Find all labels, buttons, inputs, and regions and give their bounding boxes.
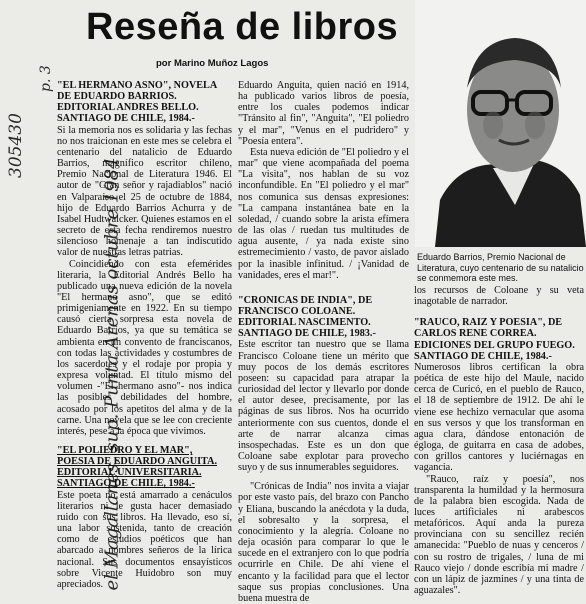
column-3: [414, 285, 584, 596]
portrait-illustration: [415, 0, 586, 247]
review-heading-el-hermano-asno: "EL HERMANO ASNO", NOVELA DE EDUARDO BARRIOS. EDITORIAL ANDRES BELLO. SANTIAGO DE CHILE, 1984.-: [57, 80, 217, 125]
paragraph: Si la memoria nos es solidaria y las fechas no nos traicionan en este mes se celebra el centenario del natalicio de Eduardo Barrios, magnífico escritor chileno, Premio Nacional de Literatura 1946. El autor de "Gran señor y rajadiablos" nació en Valparaíso el 25 de octubre de 1884, hijo de Eduardo Barrios Achurra y de Isabel Hudtwalcker. Quienes estamos en el secreto de esta fecha rendiremos nuestro silencioso homenaje a tan indiscutido valor de nuestras letras patrias.: [57, 124, 232, 259]
review-heading-el-poliedro: "EL POLIEDRO Y EL MAR", POESIA DE EDUARDO ANGUITA. EDITORIAL UNIVERSITARIA. SANTIAGO DE CHILE, 1984.-: [57, 445, 218, 490]
photo-caption: Eduardo Barrios, Premio Nacional de Literatura, cuyo centenario de su natalicio se conmemora este mes.: [417, 252, 584, 283]
column-1: [57, 80, 232, 590]
paragraph: Numerosos libros certifican la obra poética de este hijo del Maule, nacido cerca de Curicó, en el pueblo de Rauco, el 18 de septiembre de 1912. De ahí le viene ese hechizo vernacular que asoma en sus versos y que los transforman en agua clara, dándose entonación de égloga, de guitarra en casa de adobes, con grillos cantores y luciérnagas en vagancia.: [414, 361, 584, 474]
byline: por Marino Muñoz Lagos: [156, 58, 269, 69]
author-portrait-photo: [415, 0, 586, 247]
paragraph: "Crónicas de India" nos invita a viajar por este vasto país, del brazo con Pancho y Eliana, buscando la anécdota y la duda, el sobresalto y la sorpresa, el conocimiento y la alegría. Coloane no deja ocasión para comparar lo que le sucede en el extranjero con lo que podría ocurrirle en Chile. De ahí viene el encanto y la facilidad para que el lector saque sus propias conclusiones. Una buena muestra de: [238, 481, 409, 604]
review-heading-rauco: "RAUCO, RAIZ Y POESIA", DE CARLOS RENE CORREA. EDICIONES DEL GRUPO FUEGO. SANTIAGO DE CHILE, 1984.-: [414, 317, 575, 362]
paragraph: Eduardo Anguita, quien nació en 1914, ha publicado varios libros de poesía, entre los cuales podemos indicar "Tránsito al fin", "Anguita", "El poliedro y el mar", "Venus en el pudridero" y "Poesía entera".: [238, 80, 409, 147]
handwritten-margin-note: el Magallanes, sup. Punta Arenas octubre 1984: [101, 157, 123, 591]
review-heading-cronicas-de-india: "CRONICAS DE INDIA", DE FRANCISCO COLOANE. EDITORIAL NASCIMENTO. SANTIAGO DE CHILE, 1983.-: [238, 294, 376, 340]
handwritten-ref-code: 305430: [6, 113, 26, 178]
paragraph: Este poeta no está amarrado a cenáculos literarios ni le gusta hacer demasiado ruido con sus libros. Ha llevado, eso sí, una labor sostenida, tanto de creación como de estudios poéticos que han abarcado a nombres señeros de la lírica nacional. Sus documentos ensayísticos sobre Vicente Huidobro son muy apreciados.: [57, 489, 232, 590]
paragraph: Esta nueva edición de "El poliedro y el mar" que viene acompañada del poema "La visita", nos hablan de su voz inconfundible. En "El poliedro y el mar" nos comunica sus densas expresiones: "La campana instantánea bate en la soledad, / cuando sobre la arista efímera de las olas / ruedan tus multitudes de agua ausente, / ya nada existe sino estremecimiento / vasto, de pavor aislado por la inasible infinitud. / ¡Vanidad de vanidades, eres el mar!".: [238, 146, 409, 281]
handwritten-page-num: p. 3: [38, 65, 54, 92]
paragraph: Coincidiendo con esta efemérides literaria, la Editorial Andrés Bello ha publicado una nueva edición de la novela "El hermano asno", que se editó primigeniamente en 1922. En su tiempo causó cierta sorpresa esta novela de Eduardo Barrios, ya que su temática se ambienta en un convento de franciscanos, con todas las actividades y costumbres de los sacerdotes y el rodaje por propia y expresa voluntad. El título mismo del volumen -"El hermano asno"- nos indica las posibles debilidades del hombre, acosado por los apetitos del alma y de la carne. Una novela que se lee con creciente interés, pese a la época que vivimos.: [57, 258, 232, 437]
column-2: [238, 80, 409, 604]
paragraph: Este escritor tan nuestro que se llama Francisco Coloane tiene un mérito que muy pocos de los demás escritores poseen: su capacidad para atrapar la curiosidad del lector y llevarlo por donde el autor desee, precisamente, por las páginas de sus libros. Nos ha ocurrido anteriormente con sus cuentos, donde el arte de narrar alcanza cimas insospechadas. Este es un don que Coloane sabe explotar para provecho suyo y de sus innumerables seguidores.: [238, 339, 409, 474]
paragraph: "Rauco, raíz y poesía", nos transparenta la humildad y la hermosura de la palabra bien escogida. Nada de luces artificiales ni arabescos metafóricos. Aquí anda la pureza provinciana con su sencillez recién amanecida: "Pueblo de nuas y cenceros / con su rostro de trigales, / luna de mi Rauco viejo / donde escribía mi madre / con un lápiz de jazmines / y una tinta de aguazales".: [414, 473, 584, 597]
paragraph: los recursos de Coloane y su veta inagotable de narrador.: [414, 285, 584, 308]
page-title: Reseña de libros: [86, 6, 399, 48]
